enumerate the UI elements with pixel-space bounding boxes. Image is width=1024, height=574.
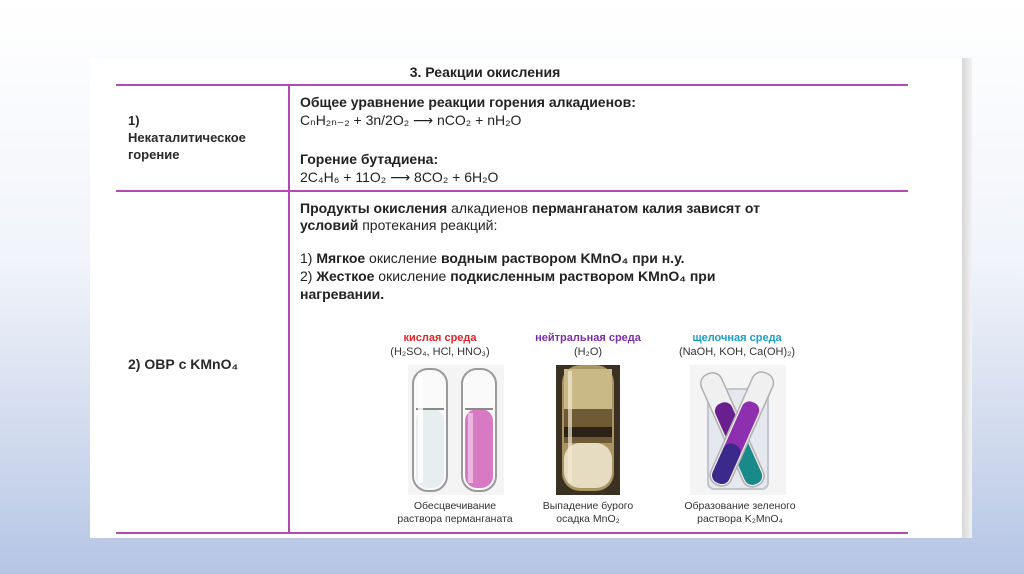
slide-title: 3. Реакции окисления xyxy=(409,64,561,80)
neutral-medium-reagents: (H₂O) xyxy=(573,346,603,358)
text-normal: 1) xyxy=(300,250,317,266)
text-bold: водным раствором KMnO₄ при н.у. xyxy=(440,250,685,266)
text-bold: подкисленным раствором KMnO₄ при xyxy=(450,268,716,284)
alkaline-medium-name: щелочная среда xyxy=(692,332,782,344)
neutral-caption-line2: осадка MnO₂ xyxy=(556,513,620,525)
acidic-caption-line1: Обесцвечивание xyxy=(413,500,497,512)
hard-oxidation-line xyxy=(300,268,715,285)
alkaline-caption-line1: Образование зеленого xyxy=(684,500,796,512)
text-normal: 2) xyxy=(300,268,317,284)
row2-label: 2) ОВР с KMnO₄ xyxy=(128,356,239,372)
row1-label-line1: Некаталитическое xyxy=(128,130,246,145)
slide-edge xyxy=(962,58,972,538)
acidic-medium-name: кислая среда xyxy=(403,332,477,344)
row1-label-line2: горение xyxy=(128,147,180,162)
butadiene-title: Горение бутадиена: xyxy=(300,151,439,167)
acidic-medium-reagents: (H₂SO₄, HCl, HNO₃) xyxy=(390,346,490,358)
alkaline-test-tubes-image xyxy=(690,365,786,495)
table-column-divider xyxy=(288,84,290,534)
hard-oxidation-line2: нагревании. xyxy=(300,286,385,302)
general-equation: CₙH₂ₙ₋₂ + 3n/2O₂ ⟶ nCO₂ + nH₂O xyxy=(300,112,522,128)
row1-label-number: 1) xyxy=(128,113,140,128)
slide xyxy=(90,58,962,538)
table-border-top xyxy=(116,84,908,86)
neutral-test-tube-image xyxy=(556,365,620,495)
table-border-middle xyxy=(116,190,908,192)
alkaline-medium-reagents: (NaOH, KOH, Ca(OH)₂) xyxy=(678,346,796,358)
text-bold: Мягкое xyxy=(316,250,366,266)
neutral-caption-line1: Выпадение бурого xyxy=(542,500,634,512)
oxidation-products-line2 xyxy=(300,217,497,234)
alkaline-caption-line2: раствора K₂MnO₄ xyxy=(697,513,783,525)
oxidation-products-line1 xyxy=(300,200,760,217)
table-border-bottom xyxy=(116,532,908,534)
alkaline-caption xyxy=(665,500,815,526)
text-bold: перманганатом калия зависят от xyxy=(531,200,760,216)
neutral-medium-name: нейтральная среда xyxy=(535,332,641,344)
acidic-test-tubes-image xyxy=(408,365,504,495)
text-normal: протекания реакций: xyxy=(358,217,498,233)
text-normal: окисление xyxy=(365,250,441,266)
text-bold: условий xyxy=(300,217,359,233)
text-bold: Продукты окисления xyxy=(300,200,448,216)
acidic-caption xyxy=(380,500,530,526)
acidic-medium-label xyxy=(375,331,505,359)
text-normal: окисление xyxy=(374,268,451,284)
text-bold: Жесткое xyxy=(316,268,375,284)
butadiene-equation: 2C₄H₆ + 11O₂ ⟶ 8CO₂ + 6H₂O xyxy=(300,169,499,185)
alkaline-medium-label xyxy=(662,331,812,359)
acidic-caption-line2: раствора перманганата xyxy=(397,513,513,525)
general-equation-title: Общее уравнение реакции горения алкадиенов: xyxy=(300,94,636,110)
neutral-medium-label xyxy=(523,331,653,359)
row1-label xyxy=(128,112,246,163)
neutral-caption xyxy=(523,500,653,526)
text-normal: алкадиенов xyxy=(447,200,532,216)
mild-oxidation-line xyxy=(300,250,685,267)
